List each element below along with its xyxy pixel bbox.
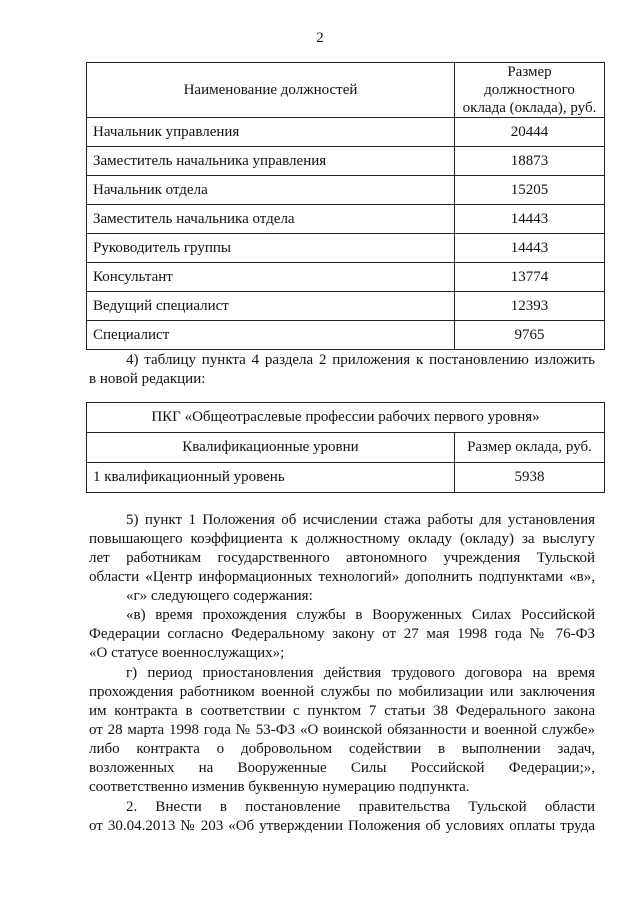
salary-value: 14443 bbox=[455, 234, 605, 263]
salary-value: 18873 bbox=[455, 147, 605, 176]
paragraph-line: 5) пункт 1 Положения об исчислении стажа работы для установления bbox=[126, 512, 595, 528]
paragraph-line: 4) таблицу пункта 4 раздела 2 приложения к постановлению изложить bbox=[126, 352, 595, 368]
table-row bbox=[87, 234, 605, 263]
position-name: Консультант bbox=[87, 263, 455, 292]
paragraph-line: Федерации согласно Федеральному закону от 27 мая 1998 года № 76-ФЗ bbox=[89, 626, 595, 642]
header-salary-size: Размер оклада, руб. bbox=[455, 433, 605, 463]
table-row bbox=[87, 147, 605, 176]
header-salary-size bbox=[455, 63, 605, 118]
salary-value: 13774 bbox=[455, 263, 605, 292]
position-name: Заместитель начальника отдела bbox=[87, 205, 455, 234]
paragraph-2 bbox=[89, 798, 595, 836]
salary-value: 15205 bbox=[455, 176, 605, 205]
qualification-table bbox=[86, 402, 605, 493]
header-salary-line1: Размер должностного bbox=[484, 64, 575, 98]
position-name: Начальник управления bbox=[87, 118, 455, 147]
table-header-row bbox=[87, 63, 605, 118]
paragraph-line: области «Центр информационных технологий» дополнить подпунктами «в», bbox=[89, 569, 595, 585]
paragraph-line: повышающего коэффициента к должностному окладу (окладу) за выслугу bbox=[89, 531, 595, 547]
table-row bbox=[87, 176, 605, 205]
paragraph-line: «О статусе военнослужащих»; bbox=[89, 645, 285, 661]
paragraph-line: в новой редакции: bbox=[89, 371, 206, 387]
subparagraph-g bbox=[89, 664, 595, 797]
paragraph-line: возложенных на Вооруженные Силы Российской Федерации;», bbox=[89, 760, 595, 776]
position-name: Специалист bbox=[87, 321, 455, 350]
header-salary-line2: оклада (оклада), руб. bbox=[462, 100, 597, 116]
table-title: ПКГ «Общеотраслевые профессии рабочих первого уровня» bbox=[87, 403, 605, 433]
salary-value: 9765 bbox=[455, 321, 605, 350]
paragraph-4 bbox=[89, 351, 595, 389]
salary-value: 12393 bbox=[455, 292, 605, 321]
position-name: Начальник отдела bbox=[87, 176, 455, 205]
table-row bbox=[87, 292, 605, 321]
header-position-name: Наименование должностей bbox=[87, 63, 455, 118]
table-title-row bbox=[87, 403, 605, 433]
table-row bbox=[87, 463, 605, 493]
paragraph-line: г) период приостановления действия трудового договора на время bbox=[126, 665, 595, 681]
paragraph-5 bbox=[89, 511, 595, 606]
table-row bbox=[87, 321, 605, 350]
paragraph-line: соответственно изменив буквенную нумерацию подпункта. bbox=[89, 779, 470, 795]
position-name: Заместитель начальника управления bbox=[87, 147, 455, 176]
paragraph-line: «в) время прохождения службы в Вооруженных Силах Российской bbox=[126, 607, 595, 623]
table-row bbox=[87, 263, 605, 292]
paragraph-line: «г» следующего содержания: bbox=[126, 588, 313, 604]
table-header-row bbox=[87, 433, 605, 463]
paragraph-line: либо контракта о добровольном содействии в выполнении задач, bbox=[89, 741, 595, 757]
paragraph-line: 2. Внести в постановление правительства Тульской области bbox=[126, 799, 595, 815]
position-name: Руководитель группы bbox=[87, 234, 455, 263]
salary-value: 20444 bbox=[455, 118, 605, 147]
table-row bbox=[87, 118, 605, 147]
salary-value: 14443 bbox=[455, 205, 605, 234]
header-qualification-level: Квалификационные уровни bbox=[87, 433, 455, 463]
position-name: Ведущий специалист bbox=[87, 292, 455, 321]
page-number: 2 bbox=[316, 30, 324, 46]
subparagraph-v bbox=[89, 606, 595, 663]
paragraph-line: прохождения работником военной службы по мобилизации или заключения bbox=[89, 684, 595, 700]
salary-table bbox=[86, 62, 605, 350]
paragraph-line: им контракта в соответствии с пунктом 7 статьи 38 Федерального закона bbox=[89, 703, 595, 719]
paragraph-line: от 30.04.2013 № 203 «Об утверждении Положения об условиях оплаты труда bbox=[89, 818, 595, 834]
paragraph-line: лет работникам государственного автономного учреждения Тульской bbox=[89, 550, 595, 566]
qualification-level: 1 квалификационный уровень bbox=[87, 463, 455, 493]
table-row bbox=[87, 205, 605, 234]
salary-value: 5938 bbox=[455, 463, 605, 493]
paragraph-line: от 28 марта 1998 года № 53-ФЗ «О воинской обязанности и военной службе» bbox=[89, 722, 595, 738]
